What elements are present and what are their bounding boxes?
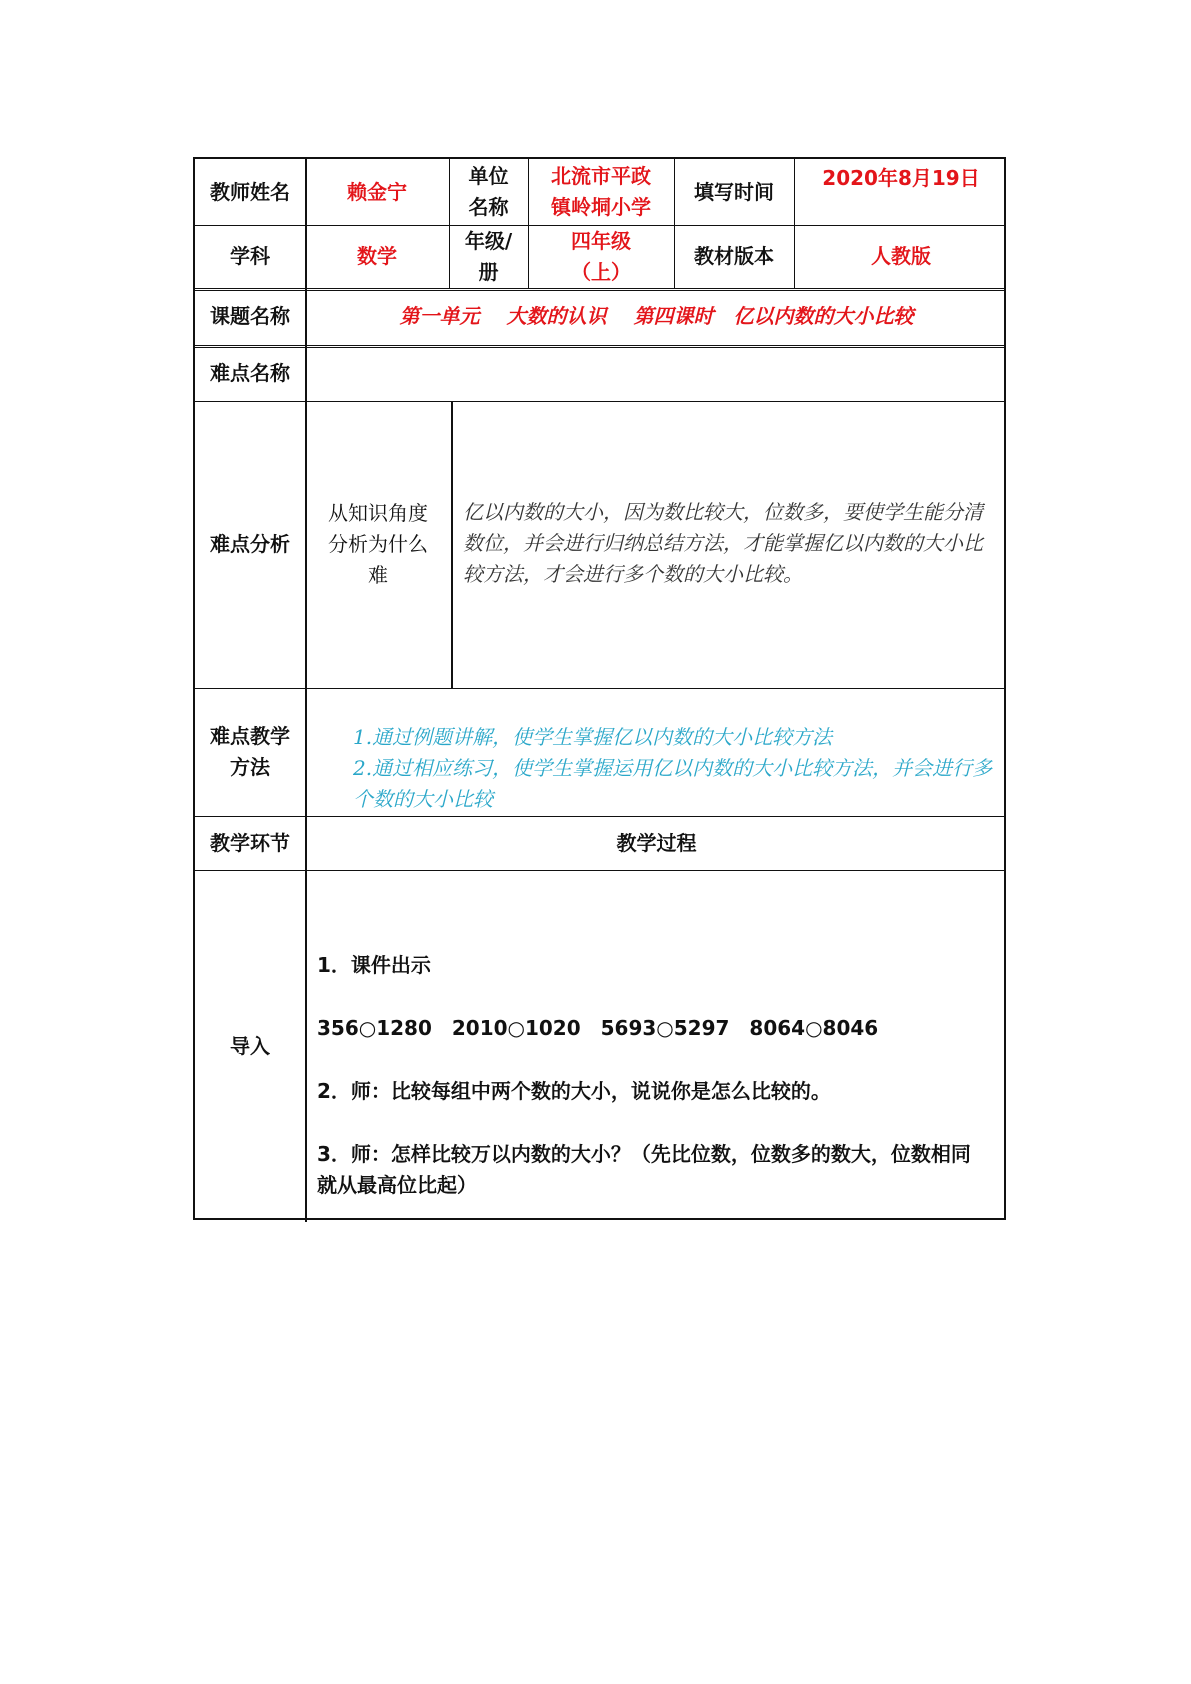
teacher-name-label: 教师姓名 — [210, 179, 290, 204]
intro-step-1: 1．课件出示 — [317, 953, 431, 977]
grade-value-line2: （上） — [571, 259, 631, 284]
subject-label: 学科 — [230, 244, 270, 268]
difficulty-name-label: 难点名称 — [210, 360, 290, 385]
teaching-method-list — [305, 688, 1008, 816]
subject-value: 数学 — [357, 244, 397, 268]
difficulty-analysis-text — [451, 401, 1008, 688]
date-label: 填写时间 — [694, 179, 774, 204]
process-header: 教学过程 — [616, 830, 697, 855]
unit-value — [528, 159, 674, 225]
unit-value-line2: 镇岭垌小学 — [551, 195, 651, 219]
difficulty-analysis-label: 难点分析 — [210, 532, 290, 556]
teacher-name-value: 赖金宁 — [347, 179, 407, 204]
grade-label-line1: 年级/ — [464, 228, 513, 253]
difficulty-analysis-paragraph: 亿以内数的大小，因为数比较大，位数多，要使学生能分清数位，并会进行归纳总结方法，才能掌握亿以内数的大小比较方法，才会进行多个数的大小比较。 — [463, 500, 983, 586]
topic-label: 课题名称 — [210, 304, 290, 328]
intro-process — [305, 870, 1008, 1222]
teaching-method-item: 1.通过例题讲解，使学生掌握亿以内数的大小比较方法 — [353, 725, 833, 749]
intro-stage-label: 导入 — [230, 1033, 270, 1058]
unit-label-line2: 名称 — [468, 195, 509, 219]
edition-value: 人教版 — [871, 244, 931, 268]
unit-label — [449, 159, 528, 225]
difficulty-analysis-sublabel: 从知识角度分析为什么难 — [328, 501, 428, 587]
unit-value-line1: 北流市平政 — [551, 164, 651, 188]
date-value: 2020年8月19日 — [822, 166, 980, 190]
teaching-method-label-line1: 难点教学 — [210, 724, 290, 748]
intro-step-3: 3．师：怎样比较万以内数的大小？（先比位数，位数多的数大，位数相同就从最高位比起） — [317, 1142, 971, 1197]
stage-header: 教学环节 — [210, 830, 290, 855]
topic-value: 第一单元 大数的认识 第四课时 亿以内数的大小比较 — [399, 304, 914, 328]
intro-step-2: 2．师：比较每组中两个数的大小，说说你是怎么比较的。 — [317, 1079, 831, 1103]
intro-comparison-row: 356○1280 2010○1020 5693○5297 8064○8046 — [317, 1016, 879, 1040]
grade-value — [528, 225, 674, 288]
teaching-method-label-line2: 方法 — [230, 755, 270, 779]
edition-label: 教材版本 — [694, 244, 774, 268]
lesson-plan-table — [193, 157, 1006, 1220]
teaching-method-label — [195, 688, 305, 816]
grade-label-line2: 册 — [478, 259, 499, 284]
teaching-method-item: 2.通过相应练习，使学生掌握运用亿以内数的大小比较方法，并会进行多个数的大小比较 — [353, 756, 993, 811]
grade-label — [449, 225, 528, 288]
grade-value-line1: 四年级 — [571, 228, 631, 253]
difficulty-name-value — [305, 345, 1008, 401]
unit-label-line1: 单位 — [468, 164, 509, 188]
